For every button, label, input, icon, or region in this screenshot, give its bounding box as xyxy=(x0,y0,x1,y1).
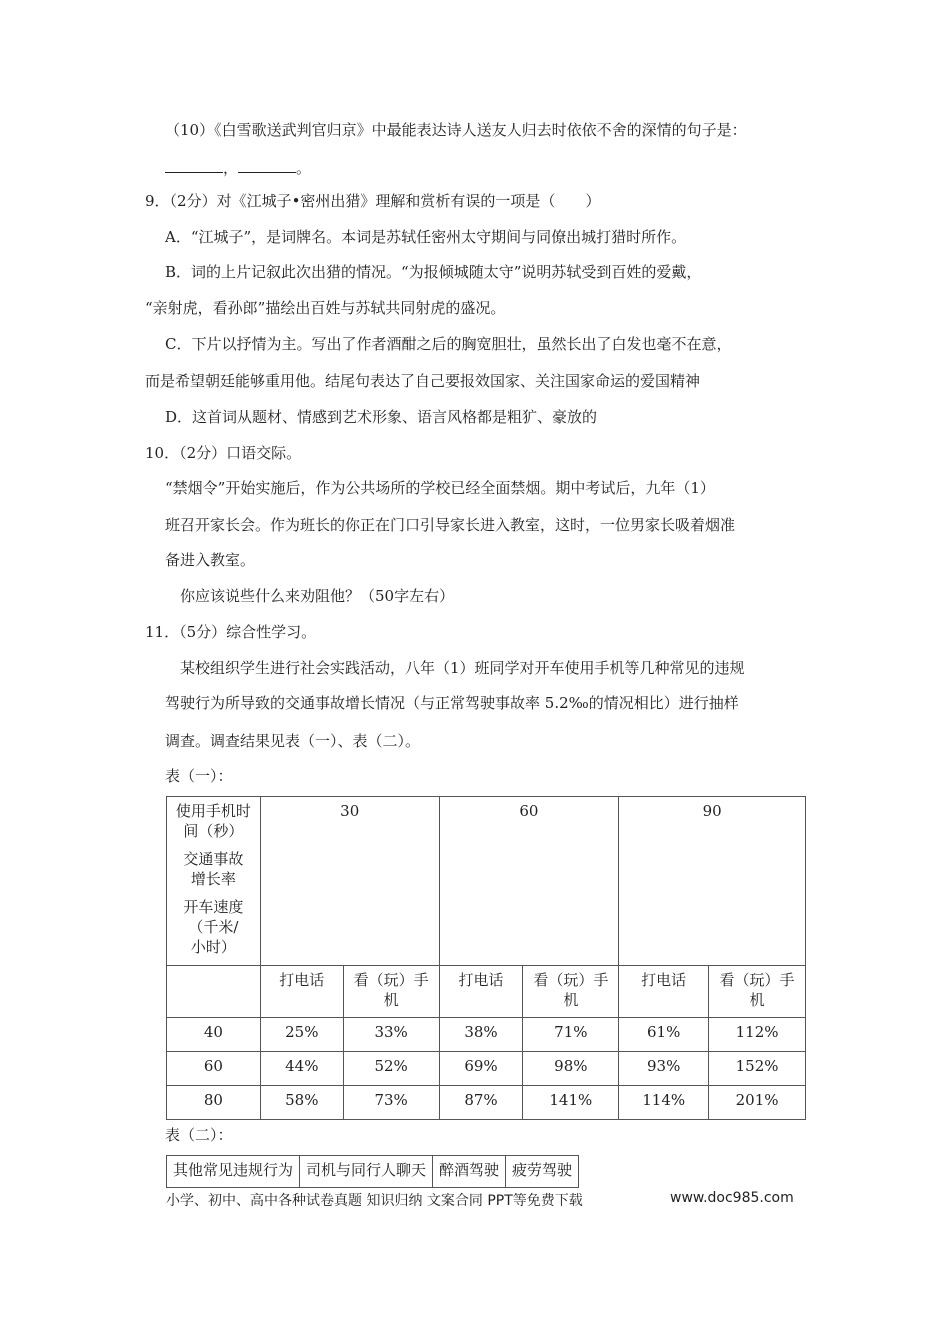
value-cell: 58% xyxy=(260,1086,343,1120)
corner-time-label: 使用手机时间（秒） xyxy=(175,802,251,840)
value-cell: 69% xyxy=(439,1052,523,1086)
value-cell: 114% xyxy=(619,1086,709,1120)
q9-option-a: A．“江城子”，是词牌名。本词是苏轼任密州太守期间与同僚出城打猎时所作。 xyxy=(165,228,687,246)
q11-para-line2: 驾驶行为所导致的交通事故增长情况（与正常驾驶事故率 5.2‰的情况相比）进行抽样 xyxy=(165,694,739,712)
value-cell: 141% xyxy=(523,1086,619,1120)
footer-text: 小学、初中、高中各种试卷真题 知识归纳 文案合同 PPT等免费下载 xyxy=(166,1193,583,1209)
table1-corner-header xyxy=(167,797,261,966)
table-two xyxy=(166,1155,579,1188)
table-row xyxy=(167,1018,806,1052)
time-header-90: 90 xyxy=(619,797,806,966)
table-row xyxy=(167,1086,806,1120)
answer-blank-1[interactable] xyxy=(165,158,223,173)
value-cell: 73% xyxy=(343,1086,439,1120)
q11-stem: 11．（5分）综合性学习。 xyxy=(145,623,317,641)
q9-option-c-line2: 而是希望朝廷能够重用他。结尾句表达了自己要报效国家、关注国家命运的爱国精神 xyxy=(145,372,701,390)
value-cell: 52% xyxy=(343,1052,439,1086)
speed-cell: 60 xyxy=(167,1052,261,1086)
value-cell: 201% xyxy=(709,1086,806,1120)
table2-cell: 其他常见违规行为 xyxy=(167,1156,300,1188)
time-header-60: 60 xyxy=(439,797,619,966)
sub-header: 打电话 xyxy=(619,966,709,1018)
q8-10-blanks xyxy=(165,158,311,178)
table2-cell: 司机与同行人聊天 xyxy=(300,1156,433,1188)
value-cell: 87% xyxy=(439,1086,523,1120)
sub-header: 打电话 xyxy=(439,966,523,1018)
time-header-30: 30 xyxy=(260,797,439,966)
sub-header: 看（玩）手机 xyxy=(343,966,439,1018)
value-cell: 44% xyxy=(260,1052,343,1086)
value-cell: 152% xyxy=(709,1052,806,1086)
speed-cell: 80 xyxy=(167,1086,261,1120)
q9-option-b-line1: B．词的上片记叙此次出猎的情况。“为报倾城随太守”说明苏轼受到百姓的爱戴， xyxy=(165,263,702,281)
empty-cell xyxy=(167,966,261,1018)
table-row xyxy=(167,1052,806,1086)
table-one xyxy=(166,796,806,1120)
q9-stem: 9．（2分）对《江城子•密州出猎》理解和赏析有误的一项是（ ） xyxy=(145,192,601,210)
footer-url-link[interactable]: www.doc985.com xyxy=(670,1190,794,1206)
sub-header: 打电话 xyxy=(260,966,343,1018)
q10-para-line2: 班召开家长会。作为班长的你正在门口引导家长进入教室，这时，一位男家长吸着烟准 xyxy=(165,516,736,534)
q8-10-text: （10）《白雪歌送武判官归京》中最能表达诗人送友人归去时依依不舍的深情的句子是： xyxy=(165,121,747,139)
value-cell: 93% xyxy=(619,1052,709,1086)
value-cell: 61% xyxy=(619,1018,709,1052)
q10-para-line3: 备进入教室。 xyxy=(165,551,256,569)
value-cell: 98% xyxy=(523,1052,619,1086)
q11-para-line1: 某校组织学生进行社会实践活动，八年（1）班同学对开车使用手机等几种常见的违规 xyxy=(180,659,745,677)
table2-caption: 表（二）： xyxy=(165,1126,233,1144)
q10-para-line1: “禁烟令”开始实施后，作为公共场所的学校已经全面禁烟。期中考试后，九年（1） xyxy=(165,479,715,497)
table1-caption: 表（一）： xyxy=(165,767,233,785)
value-cell: 71% xyxy=(523,1018,619,1052)
q9-option-d: D．这首词从题材、情感到艺术形象、语言风格都是粗犷、豪放的 xyxy=(165,408,598,426)
answer-blank-2[interactable] xyxy=(238,158,296,173)
q10-question: 你应该说些什么来劝阻他？（50字左右） xyxy=(180,587,455,605)
table2-cell: 醉酒驾驶 xyxy=(433,1156,506,1188)
value-cell: 38% xyxy=(439,1018,523,1052)
sub-header: 看（玩）手机 xyxy=(523,966,619,1018)
value-cell: 33% xyxy=(343,1018,439,1052)
q11-para-line3: 调查。调查结果见表（一）、表（二）。 xyxy=(165,732,421,750)
value-cell: 25% xyxy=(260,1018,343,1052)
blank-separator: ， xyxy=(223,159,239,177)
sub-header: 看（玩）手机 xyxy=(709,966,806,1018)
q9-option-c-line1: C．下片以抒情为主。写出了作者酒酣之后的胸宽胆壮，虽然长出了白发也毫不在意， xyxy=(165,335,732,353)
q10-stem: 10．（2分）口语交际。 xyxy=(145,444,302,462)
footer xyxy=(166,1190,794,1210)
q9-option-b-line2: “亲射虎，看孙郎”描绘出百姓与苏轼共同射虎的盛况。 xyxy=(145,299,506,317)
speed-cell: 40 xyxy=(167,1018,261,1052)
value-cell: 112% xyxy=(709,1018,806,1052)
blank-end: 。 xyxy=(296,159,312,177)
table2-cell: 疲劳驾驶 xyxy=(506,1156,579,1188)
corner-speed-label: 开车速度（千米/小时） xyxy=(183,898,244,956)
corner-rate-label: 交通事故增长率 xyxy=(183,850,244,888)
